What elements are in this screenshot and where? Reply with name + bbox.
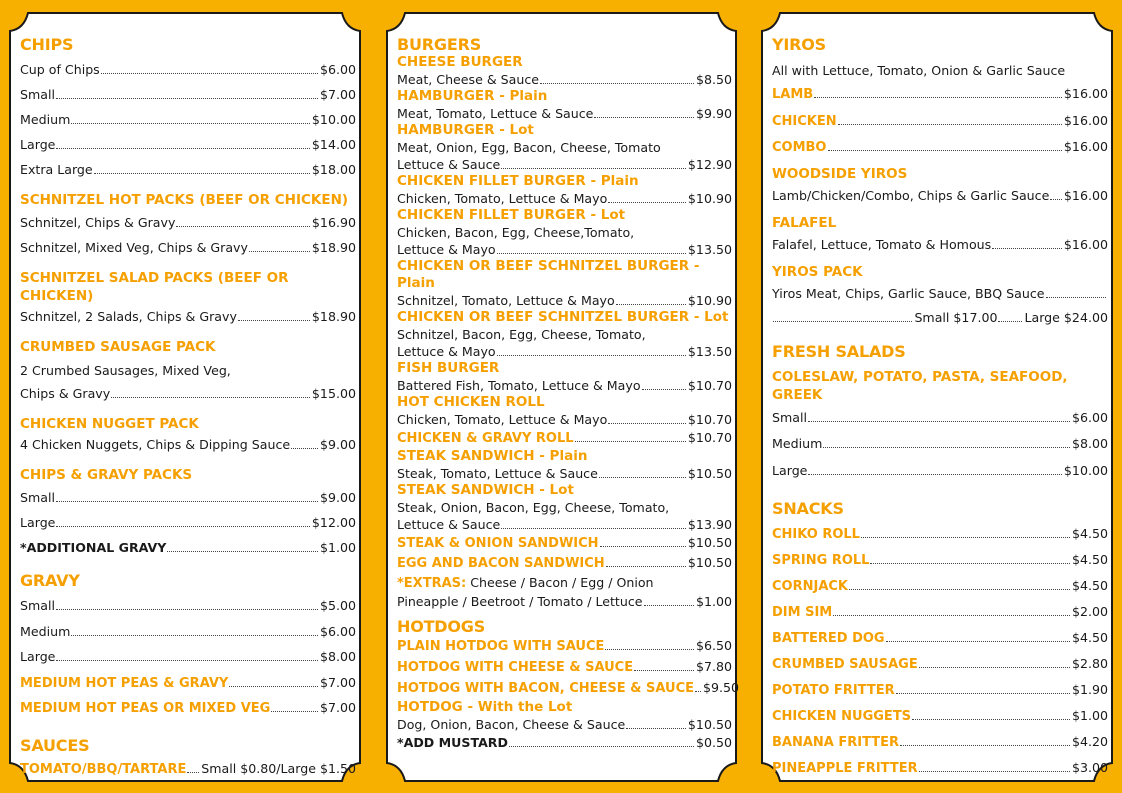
menu-item-row — [20, 61, 356, 86]
item-description: 2 Crumbed Sausages, Mixed Veg, — [20, 363, 231, 378]
dot-leader — [808, 421, 1070, 422]
dot-leader — [616, 304, 686, 305]
dot-leader — [71, 635, 318, 636]
item-price: $18.90 — [311, 309, 356, 324]
item-name: Small — [20, 87, 55, 102]
item-name: Steak, Tomato, Lettuce & Sauce — [397, 466, 598, 481]
item-price: $10.50 — [687, 466, 732, 481]
item-name: Lettuce & Sauce — [397, 517, 501, 532]
item-name: POTATO FRITTER — [772, 683, 895, 698]
dot-leader — [606, 566, 686, 567]
item-price: $6.50 — [695, 638, 732, 653]
item-price: $10.70 — [687, 430, 732, 445]
dot-leader — [998, 321, 1022, 322]
burger-name: CHICKEN OR BEEF SCHNITZEL BURGER - Plain — [397, 258, 700, 291]
dot-leader — [644, 605, 694, 606]
item-name: Chips & Gravy — [20, 386, 111, 401]
dot-leader — [101, 73, 318, 74]
menu-item-row — [772, 236, 1108, 261]
item-name: CHIKO ROLL — [772, 527, 860, 542]
menu-panel-left — [6, 9, 364, 785]
dot-leader — [56, 148, 309, 149]
menu-item-row — [20, 214, 356, 239]
menu-item-row — [772, 733, 1108, 759]
item-price: $8.50 — [695, 72, 732, 87]
section-title-nugget-pack: CHICKEN NUGGET PACK — [20, 416, 199, 432]
dot-leader — [497, 355, 686, 356]
item-name: Medium — [772, 436, 823, 451]
dot-leader — [634, 670, 694, 671]
menu-item-row — [20, 674, 356, 700]
item-name: Lettuce & Mayo — [397, 242, 496, 257]
hotdog-name: HOTDOG - With the Lot — [397, 699, 573, 715]
menu-item-row — [772, 435, 1108, 462]
item-name: HOTDOG WITH BACON, CHEESE & SAUCE — [397, 681, 695, 696]
item-price: $1.00 — [695, 594, 732, 609]
dot-leader — [605, 649, 694, 650]
item-name: Battered Fish, Tomato, Lettuce & Mayo — [397, 378, 641, 393]
item-name: EGG AND BACON SANDWICH — [397, 556, 605, 571]
dot-leader — [291, 448, 318, 449]
dot-leader — [501, 528, 686, 529]
menu-item-row — [772, 655, 1108, 681]
dot-leader — [575, 441, 686, 442]
dot-leader — [642, 389, 686, 390]
item-name: Cup of Chips — [20, 62, 100, 77]
burger-name: CHICKEN FILLET BURGER - Lot — [397, 207, 626, 223]
item-price: $7.80 — [695, 659, 732, 674]
burger-name: STEAK SANDWICH - Lot — [397, 482, 574, 498]
dot-leader — [808, 474, 1061, 475]
dot-leader — [176, 226, 310, 227]
item-name: Meat, Cheese & Sauce — [397, 72, 540, 87]
item-price: Small $0.80/Large $1.50 — [201, 760, 356, 776]
menu-item-row — [20, 648, 356, 674]
menu-item-row — [772, 462, 1108, 489]
dot-leader — [849, 589, 1070, 590]
dot-leader — [71, 123, 310, 124]
menu-item-row — [397, 593, 732, 610]
menu-item-row — [772, 551, 1108, 577]
item-name: PINEAPPLE FRITTER — [772, 761, 918, 776]
menu-item-row — [20, 308, 356, 333]
dot-leader — [608, 202, 686, 203]
dot-leader — [870, 563, 1069, 564]
dot-leader — [919, 667, 1070, 668]
item-name: CORNJACK — [772, 579, 848, 594]
item-price: Large $24.00 — [1024, 309, 1108, 325]
dot-leader — [886, 641, 1070, 642]
dot-leader — [94, 173, 310, 174]
yiros-pack-line — [772, 285, 1108, 309]
item-price: Small $17.00 — [914, 309, 998, 325]
item-price: $1.90 — [1071, 682, 1108, 697]
item-price: $16.00 — [1063, 187, 1108, 203]
dot-leader — [509, 746, 694, 747]
item-name: CHICKEN — [772, 113, 837, 129]
item-name: Meat, Tomato, Lettuce & Sauce — [397, 106, 594, 121]
dot-leader — [912, 719, 1070, 720]
dot-leader — [599, 477, 686, 478]
item-name: Large — [20, 649, 56, 664]
menu-item-row — [772, 629, 1108, 655]
section-title-snacks: SNACKS — [772, 499, 844, 518]
menu-item-row — [397, 553, 732, 573]
menu-item-row — [397, 411, 732, 428]
menu-item-row — [772, 603, 1108, 629]
dot-leader — [56, 98, 318, 99]
item-name: Schnitzel, 2 Salads, Chips & Gravy — [20, 309, 237, 324]
menu-item-row — [772, 85, 1108, 112]
menu-item-row — [772, 759, 1108, 785]
dot-leader — [773, 321, 912, 322]
item-price: $10.50 — [687, 555, 732, 570]
item-price: $10.50 — [687, 535, 732, 550]
item-price: $1.00 — [319, 540, 356, 555]
dot-leader — [501, 168, 686, 169]
dot-leader — [833, 615, 1070, 616]
section-title-chips: CHIPS — [20, 35, 74, 54]
menu-item-row — [20, 136, 356, 161]
item-name: Dog, Onion, Bacon, Cheese & Sauce — [397, 717, 626, 732]
burger-name: CHICKEN OR BEEF SCHNITZEL BURGER - Lot — [397, 309, 729, 325]
item-price: $9.00 — [319, 490, 356, 505]
item-price: $5.00 — [319, 598, 356, 613]
item-name: Yiros Meat, Chips, Garlic Sauce, BBQ Sauce — [772, 285, 1045, 301]
menu-item-row — [397, 465, 732, 482]
section-title-yiros-pack: YIROS PACK — [772, 263, 863, 280]
item-price: $7.00 — [319, 87, 356, 102]
menu-item-row — [20, 86, 356, 111]
dot-leader — [238, 320, 310, 321]
menu-item-row — [20, 161, 356, 186]
dot-leader — [823, 447, 1070, 448]
menu-item-row — [397, 105, 732, 122]
extras-options: Cheese / Bacon / Egg / Onion — [466, 575, 654, 590]
section-title-schnitzel-salad: SCHNITZEL SALAD PACKS (BEEF OR CHICKEN) — [20, 270, 289, 304]
item-name: Large — [772, 462, 808, 478]
section-title-fresh-salads: FRESH SALADS — [772, 341, 906, 361]
menu-item-row — [397, 636, 732, 657]
item-price: $1.00 — [1071, 708, 1108, 723]
dot-leader — [540, 83, 694, 84]
burger-name: CHICKEN FILLET BURGER - Plain — [397, 173, 639, 189]
burger-name: HAMBURGER - Lot — [397, 122, 534, 138]
menu-item-row — [20, 239, 356, 264]
dot-leader — [111, 397, 310, 398]
dot-leader — [608, 423, 686, 424]
menu-item-row — [397, 516, 732, 533]
item-price: $4.50 — [1071, 526, 1108, 541]
item-description: Meat, Onion, Egg, Bacon, Cheese, Tomato — [397, 140, 661, 155]
item-name: MEDIUM HOT PEAS & GRAVY — [20, 675, 229, 691]
item-price: $7.00 — [319, 700, 356, 715]
item-description: Schnitzel, Bacon, Egg, Cheese, Tomato, — [397, 327, 646, 342]
item-price: $10.70 — [687, 378, 732, 393]
item-name: Schnitzel, Chips & Gravy — [20, 215, 176, 230]
section-title-burgers: BURGERS — [397, 35, 482, 54]
item-name: Small — [772, 409, 807, 425]
item-name: CRUMBED SAUSAGE — [772, 657, 918, 672]
extras-label: *EXTRAS: — [397, 576, 467, 591]
dot-leader — [187, 772, 199, 773]
menu-item-row — [772, 409, 1108, 436]
item-price: $16.90 — [311, 215, 356, 230]
item-price: $13.50 — [687, 344, 732, 359]
item-name: CHICKEN & GRAVY ROLL — [397, 431, 574, 446]
dot-leader — [497, 253, 686, 254]
section-title-yiros: YIROS — [772, 35, 826, 54]
menu-item-row — [20, 597, 356, 623]
dot-leader — [56, 526, 309, 527]
menu-item-row — [397, 292, 732, 309]
menu-item-row — [772, 681, 1108, 707]
section-title-woodside: WOODSIDE YIROS — [772, 165, 908, 182]
menu-item-row — [397, 156, 732, 173]
menu-item-row — [20, 489, 356, 514]
item-price: $4.50 — [1071, 552, 1108, 567]
item-description: Chicken, Bacon, Egg, Cheese,Tomato, — [397, 225, 635, 240]
menu-item-row — [397, 533, 732, 553]
menu-item-row — [397, 716, 732, 733]
dot-leader — [861, 537, 1070, 538]
dot-leader — [695, 691, 701, 692]
menu-item-row — [20, 385, 356, 410]
section-title-schnitzel-hot: SCHNITZEL HOT PACKS (BEEF OR CHICKEN) — [20, 192, 349, 208]
item-price: $18.00 — [311, 162, 356, 177]
item-name: BATTERED DOG — [772, 631, 885, 646]
yiros-pack-prices — [772, 309, 1108, 333]
item-price: $4.50 — [1071, 630, 1108, 645]
menu-item-row — [397, 733, 732, 753]
dot-leader — [896, 693, 1070, 694]
item-name: Lettuce & Sauce — [397, 157, 501, 172]
extras-line — [397, 574, 732, 593]
item-name: BANANA FRITTER — [772, 735, 900, 750]
item-price: $6.00 — [1071, 409, 1108, 425]
menu-item-row — [397, 377, 732, 394]
item-price: $16.00 — [1063, 112, 1108, 128]
dot-leader — [594, 117, 694, 118]
item-price: $13.50 — [687, 242, 732, 257]
section-title-hotdogs: HOTDOGS — [397, 617, 486, 636]
item-name: Large — [20, 137, 56, 152]
item-name: DIM SIM — [772, 605, 833, 620]
item-name: Pineapple / Beetroot / Tomato / Lettuce — [397, 594, 643, 609]
dot-leader — [900, 745, 1070, 746]
menu-item-row — [397, 343, 732, 360]
menu-item-row — [20, 623, 356, 649]
item-name: COMBO — [772, 140, 827, 155]
item-price: $6.00 — [319, 62, 356, 77]
item-price: $10.50 — [687, 717, 732, 732]
item-name: 4 Chicken Nuggets, Chips & Dipping Sauce — [20, 437, 291, 452]
item-price: $3.00 — [1071, 760, 1108, 775]
item-name: MEDIUM HOT PEAS OR MIXED VEG — [20, 701, 271, 716]
section-title-sauces: SAUCES — [20, 735, 90, 755]
item-name: *ADD MUSTARD — [397, 735, 508, 750]
dot-leader — [828, 150, 1062, 151]
dot-leader — [56, 609, 318, 610]
burger-name: STEAK SANDWICH - Plain — [397, 448, 588, 464]
item-price: $9.50 — [703, 680, 740, 695]
item-price: $10.90 — [687, 191, 732, 206]
menu-item-row — [397, 190, 732, 207]
section-title-falafel: FALAFEL — [772, 214, 837, 231]
dot-leader — [838, 124, 1062, 125]
burger-name: HOT CHICKEN ROLL — [397, 394, 545, 410]
salad-types: COLESLAW, POTATO, PASTA, SEAFOOD, GREEK — [772, 368, 1068, 403]
item-price: $7.00 — [319, 674, 356, 690]
item-description: Steak, Onion, Bacon, Egg, Cheese, Tomato, — [397, 500, 670, 515]
menu-item-row — [397, 657, 732, 678]
menu-item-row — [20, 514, 356, 539]
item-price: $10.00 — [311, 112, 356, 127]
item-name: STEAK & ONION SANDWICH — [397, 536, 599, 551]
burger-name: HAMBURGER - Plain — [397, 88, 548, 104]
dot-leader — [229, 686, 318, 687]
menu-item-row — [20, 436, 356, 461]
item-name: Lamb/Chicken/Combo, Chips & Garlic Sauce — [772, 187, 1050, 203]
dot-leader — [167, 551, 318, 552]
item-price: $10.00 — [1063, 462, 1108, 478]
item-name: PLAIN HOTDOG WITH SAUCE — [397, 639, 605, 654]
item-price: $10.90 — [687, 293, 732, 308]
item-price: $0.50 — [695, 735, 732, 750]
item-price: $14.00 — [311, 137, 356, 152]
item-name: HOTDOG WITH CHEESE & SAUCE — [397, 660, 634, 675]
item-price: $9.00 — [319, 437, 356, 452]
menu-item-row — [20, 111, 356, 136]
menu-item-row — [20, 699, 356, 725]
item-name: CHICKEN NUGGETS — [772, 709, 912, 724]
menu-item-row — [397, 71, 732, 88]
item-name: *ADDITIONAL GRAVY — [20, 540, 167, 555]
item-name: Medium — [20, 112, 71, 127]
item-name: Chicken, Tomato, Lettuce & Mayo — [397, 412, 608, 427]
dot-leader — [56, 660, 318, 661]
dot-leader — [626, 728, 686, 729]
menu-item-row — [772, 525, 1108, 551]
burger-name: FISH BURGER — [397, 360, 500, 376]
section-title-gravy: GRAVY — [20, 571, 80, 590]
dot-leader — [271, 711, 318, 712]
menu-item-row — [772, 187, 1108, 212]
item-price: $8.00 — [1071, 436, 1108, 451]
item-price: $12.00 — [311, 515, 356, 530]
dot-leader — [919, 771, 1070, 772]
item-price: $4.50 — [1071, 578, 1108, 593]
item-price: $16.00 — [1063, 86, 1108, 101]
menu-item-row — [772, 112, 1108, 139]
section-title-crumbed-sausage: CRUMBED SAUSAGE PACK — [20, 339, 216, 355]
menu-item-row — [772, 577, 1108, 603]
dot-leader — [249, 251, 310, 252]
item-name: LAMB — [772, 87, 814, 102]
item-price: $10.70 — [687, 412, 732, 427]
item-price: $16.00 — [1063, 139, 1108, 154]
menu-item-row — [397, 678, 740, 699]
dot-leader — [600, 546, 686, 547]
menu-panel-right — [758, 9, 1116, 785]
menu-panel-middle — [383, 9, 740, 785]
item-price: $9.90 — [695, 106, 732, 121]
item-name: Schnitzel, Mixed Veg, Chips & Gravy — [20, 240, 248, 255]
item-name: TOMATO/BBQ/TARTARE — [20, 761, 187, 777]
item-price: $13.90 — [687, 517, 732, 532]
item-name: Falafel, Lettuce, Tomato & Homous — [772, 236, 992, 252]
item-name: Lettuce & Mayo — [397, 344, 496, 359]
item-name: Small — [20, 598, 55, 613]
burger-name: CHEESE BURGER — [397, 54, 523, 70]
menu-item-row — [397, 428, 732, 448]
item-name: Chicken, Tomato, Lettuce & Mayo — [397, 191, 608, 206]
dot-leader — [1050, 199, 1062, 200]
section-title-chips-gravy: CHIPS & GRAVY PACKS — [20, 467, 193, 483]
item-name: SPRING ROLL — [772, 553, 870, 568]
item-name: Schnitzel, Tomato, Lettuce & Mayo — [397, 293, 615, 308]
menu-item-row — [20, 760, 356, 779]
dot-leader — [814, 97, 1062, 98]
menu-item-row — [397, 241, 732, 258]
dot-leader — [1046, 297, 1106, 298]
item-name: Extra Large — [20, 162, 93, 177]
item-description: All with Lettuce, Tomato, Onion & Garlic Sauce — [772, 63, 1066, 78]
menu-item-row — [772, 138, 1108, 165]
item-name: Small — [20, 490, 55, 505]
item-price: $15.00 — [311, 386, 356, 401]
item-price: $6.00 — [319, 623, 356, 639]
item-price: $2.80 — [1071, 656, 1108, 671]
item-price: $2.00 — [1071, 604, 1108, 619]
item-name: Medium — [20, 623, 71, 639]
dot-leader — [56, 501, 318, 502]
item-price: $16.00 — [1063, 236, 1108, 252]
item-price: $12.90 — [687, 157, 732, 172]
item-price: $8.00 — [319, 649, 356, 664]
item-price: $18.90 — [311, 240, 356, 255]
dot-leader — [992, 248, 1062, 249]
item-name: Large — [20, 515, 56, 530]
item-price: $4.20 — [1071, 734, 1108, 749]
menu-item-row — [772, 707, 1108, 733]
menu-item-row — [20, 539, 356, 564]
